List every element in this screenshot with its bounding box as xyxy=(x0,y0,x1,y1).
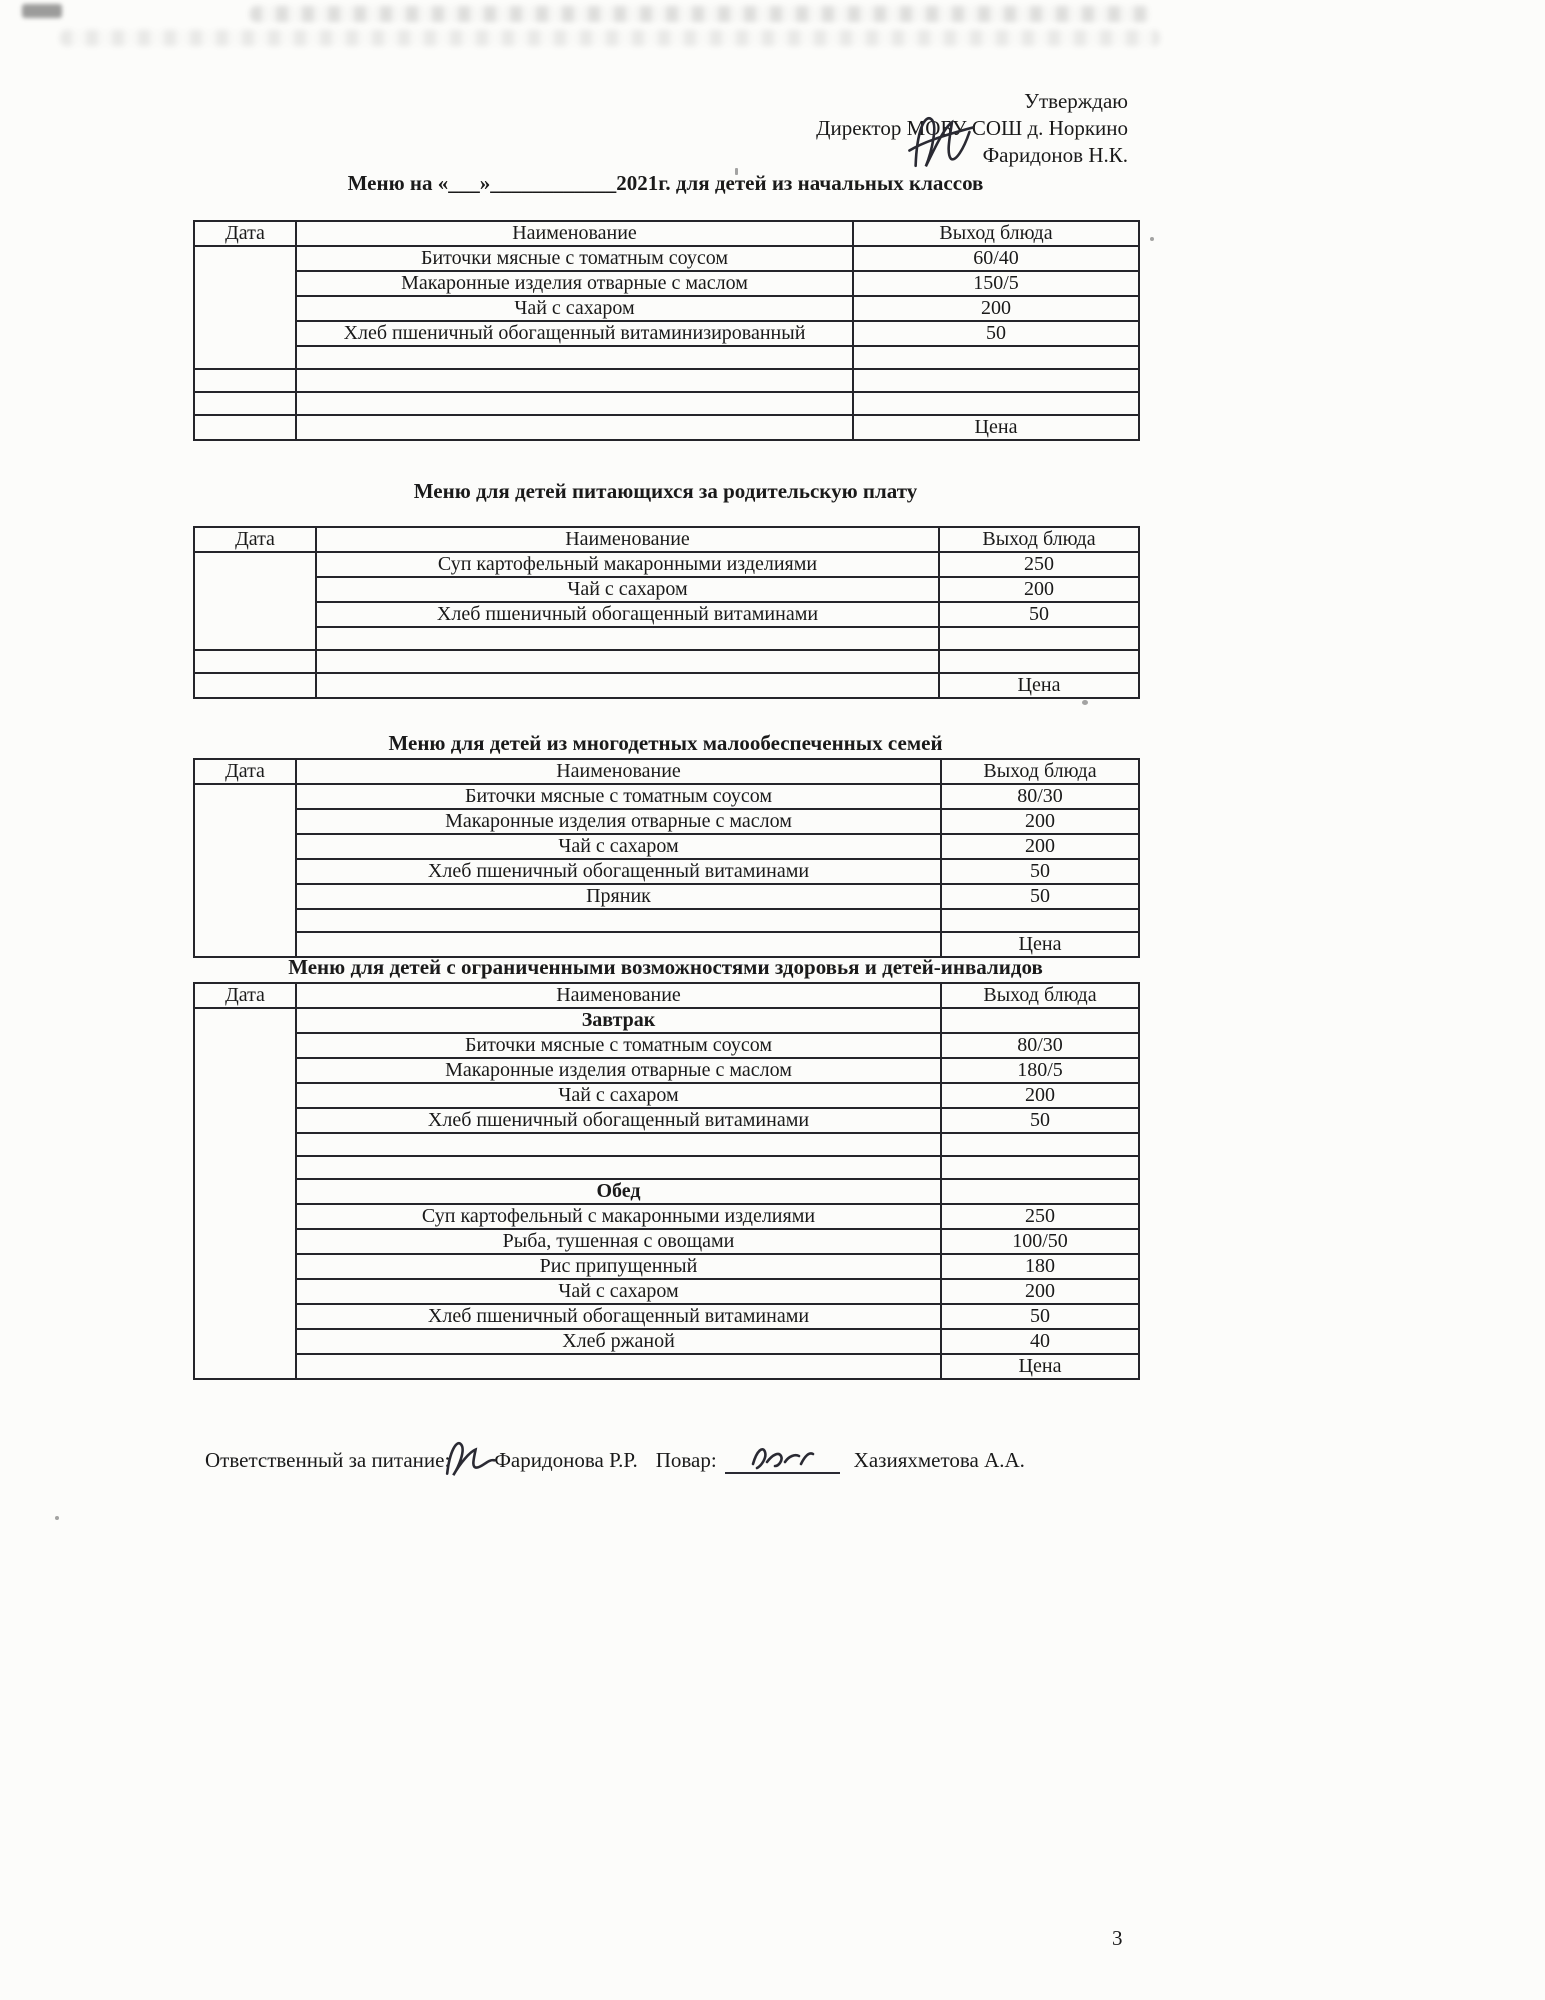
dish-name-cell xyxy=(316,627,939,650)
table-row xyxy=(194,1229,1139,1254)
table-row xyxy=(194,1329,1139,1354)
dish-name-cell: Хлеб пшеничный обогащенный витаминами xyxy=(296,1304,941,1329)
table-row xyxy=(194,392,1139,415)
dish-output-cell xyxy=(941,909,1139,932)
dish-output-cell: Цена xyxy=(941,932,1139,957)
table-row xyxy=(194,246,1139,271)
header-row xyxy=(194,221,1139,246)
table-row xyxy=(194,1354,1139,1379)
dish-name-cell xyxy=(296,1354,941,1379)
dish-name-cell: Хлеб пшеничный обогащенный витаминами xyxy=(296,859,941,884)
menu-table-primary xyxy=(193,220,1140,441)
dish-output-cell xyxy=(941,1133,1139,1156)
table-row xyxy=(194,1179,1139,1204)
column-header: Дата xyxy=(194,759,296,784)
table-row xyxy=(194,552,1139,577)
table-row xyxy=(194,1156,1139,1179)
scan-speck xyxy=(55,1516,59,1520)
responsible-label: Ответственный за питание: xyxy=(205,1448,451,1472)
dish-name-cell: Хлеб пшеничный обогащенный витаминами xyxy=(316,602,939,627)
table-row xyxy=(194,809,1139,834)
menu-table-parent-paid xyxy=(193,526,1140,699)
scan-artifact xyxy=(250,6,1150,22)
table-row xyxy=(194,577,1139,602)
scan-artifact xyxy=(60,30,1160,46)
dish-output-cell xyxy=(853,346,1139,369)
dish-output-cell: 50 xyxy=(941,1108,1139,1133)
dish-output-cell: 150/5 xyxy=(853,271,1139,296)
scan-speck xyxy=(1082,700,1088,705)
date-cell xyxy=(194,415,296,440)
date-cell xyxy=(194,673,316,698)
menu-section-parent-paid xyxy=(193,478,1138,699)
approval-line-1: Утверждаю xyxy=(1024,89,1128,113)
dish-output-cell: 50 xyxy=(941,884,1139,909)
table-row xyxy=(194,1058,1139,1083)
date-cell xyxy=(194,650,316,673)
dish-name-cell: Макаронные изделия отварные с маслом xyxy=(296,809,941,834)
menu-table-disabled-children xyxy=(193,982,1140,1380)
dish-output-cell: 200 xyxy=(941,1279,1139,1304)
dish-name-cell: Чай с сахаром xyxy=(296,1279,941,1304)
column-header: Дата xyxy=(194,221,296,246)
approval-line-3: Фаридонов Н.К. xyxy=(982,143,1128,167)
menu-section-large-families xyxy=(193,730,1138,958)
dish-name-cell: Чай с сахаром xyxy=(316,577,939,602)
column-header: Выход блюда xyxy=(941,759,1139,784)
dish-name-cell: Рис припущенный xyxy=(296,1254,941,1279)
dish-name-cell: Чай с сахаром xyxy=(296,1083,941,1108)
director-signature xyxy=(898,101,984,175)
column-header: Выход блюда xyxy=(853,221,1139,246)
table-row xyxy=(194,1108,1139,1133)
cook-name: Хазияхметова А.А. xyxy=(853,1448,1025,1472)
date-cell xyxy=(194,784,296,957)
dish-name-cell xyxy=(316,673,939,698)
dish-output-cell: 180 xyxy=(941,1254,1139,1279)
column-header: Выход блюда xyxy=(939,527,1139,552)
dish-output-cell: Цена xyxy=(941,1354,1139,1379)
column-header: Выход блюда xyxy=(941,983,1139,1008)
dish-output-cell: 200 xyxy=(941,1083,1139,1108)
dish-name-cell: Чай с сахаром xyxy=(296,834,941,859)
table-row xyxy=(194,602,1139,627)
table-row xyxy=(194,346,1139,369)
table-row xyxy=(194,859,1139,884)
dish-output-cell: 250 xyxy=(939,552,1139,577)
dish-name-cell: Хлеб ржаной xyxy=(296,1329,941,1354)
column-header: Наименование xyxy=(296,759,941,784)
dish-name-cell xyxy=(296,392,853,415)
date-cell xyxy=(194,392,296,415)
table-row xyxy=(194,415,1139,440)
cook-label: Повар: xyxy=(655,1448,717,1472)
dish-name-cell: Хлеб пшеничный обогащенный витаминами xyxy=(296,1108,941,1133)
dish-name-cell xyxy=(296,346,853,369)
column-header: Дата xyxy=(194,983,296,1008)
section-title: Меню на «___»____________2021г. для детей из начальных классов xyxy=(347,171,984,195)
responsible-signature xyxy=(439,1430,502,1482)
dish-name-cell: Макаронные изделия отварные с маслом xyxy=(296,1058,941,1083)
dish-output-cell xyxy=(939,627,1139,650)
dish-output-cell: 200 xyxy=(941,834,1139,859)
approval-line-2: Директор МОБУ СОШ д. Норкино xyxy=(816,116,1128,140)
dish-name-cell: Биточки мясные с томатным соусом xyxy=(296,246,853,271)
dish-output-cell: 80/30 xyxy=(941,1033,1139,1058)
dish-name-cell xyxy=(296,1156,941,1179)
table-row xyxy=(194,271,1139,296)
table-row xyxy=(194,321,1139,346)
dish-name-cell: Пряник xyxy=(296,884,941,909)
cook-signature-blank xyxy=(725,1438,840,1474)
dish-name-cell: Макаронные изделия отварные с маслом xyxy=(296,271,853,296)
dish-output-cell xyxy=(853,369,1139,392)
footer-signature-line xyxy=(205,1438,1025,1474)
approval-block xyxy=(816,88,1128,169)
table-row xyxy=(194,627,1139,650)
dish-output-cell xyxy=(853,392,1139,415)
dish-name-cell: Рыба, тушенная с овощами xyxy=(296,1229,941,1254)
dish-name-cell: Биточки мясные с томатным соусом xyxy=(296,784,941,809)
dish-output-cell: 80/30 xyxy=(941,784,1139,809)
dish-output-cell: 50 xyxy=(941,1304,1139,1329)
dish-name-cell xyxy=(316,650,939,673)
dish-name-cell xyxy=(296,369,853,392)
dish-output-cell xyxy=(941,1179,1139,1204)
dish-output-cell xyxy=(939,650,1139,673)
table-row xyxy=(194,1254,1139,1279)
column-header: Наименование xyxy=(296,983,941,1008)
table-row xyxy=(194,296,1139,321)
table-row xyxy=(194,1279,1139,1304)
column-header: Дата xyxy=(194,527,316,552)
dish-name-cell: Суп картофельный макаронными изделиями xyxy=(316,552,939,577)
dish-name-cell: Хлеб пшеничный обогащенный витаминизированный xyxy=(296,321,853,346)
dish-name-cell xyxy=(296,909,941,932)
page-number: 3 xyxy=(1112,1926,1123,1950)
dish-name-cell: Суп картофельный с макаронными изделиями xyxy=(296,1204,941,1229)
column-header: Наименование xyxy=(296,221,853,246)
section-title: Меню для детей с ограниченными возможностями здоровья и детей-инвалидов xyxy=(288,955,1043,979)
responsible-name: Фаридонова Р.Р. xyxy=(494,1448,638,1472)
table-row xyxy=(194,673,1139,698)
menu-table-large-families xyxy=(193,758,1140,958)
header-row xyxy=(194,527,1139,552)
table-row xyxy=(194,1133,1139,1156)
table-row xyxy=(194,784,1139,809)
table-row xyxy=(194,1008,1139,1033)
table-row xyxy=(194,834,1139,859)
dish-name-cell: Биточки мясные с томатным соусом xyxy=(296,1033,941,1058)
date-cell xyxy=(194,1008,296,1379)
date-cell xyxy=(194,552,316,650)
dish-output-cell: 50 xyxy=(853,321,1139,346)
table-row xyxy=(194,650,1139,673)
dish-output-cell xyxy=(941,1156,1139,1179)
table-row xyxy=(194,369,1139,392)
dish-output-cell: 180/5 xyxy=(941,1058,1139,1083)
scan-artifact xyxy=(22,4,62,18)
dish-output-cell xyxy=(941,1008,1139,1033)
dish-output-cell: 50 xyxy=(941,859,1139,884)
meal-section-cell: Завтрак xyxy=(296,1008,941,1033)
table-row xyxy=(194,1204,1139,1229)
section-title: Меню для детей питающихся за родительскую плату xyxy=(413,479,918,503)
dish-name-cell xyxy=(296,1133,941,1156)
dish-name-cell xyxy=(296,415,853,440)
table-row xyxy=(194,1083,1139,1108)
header-row xyxy=(194,759,1139,784)
dish-output-cell: 100/50 xyxy=(941,1229,1139,1254)
scan-speck xyxy=(1150,237,1154,241)
menu-section-disabled-children xyxy=(193,954,1138,1380)
dish-output-cell: Цена xyxy=(853,415,1139,440)
dish-name-cell: Чай с сахаром xyxy=(296,296,853,321)
table-row xyxy=(194,1033,1139,1058)
dish-output-cell: 60/40 xyxy=(853,246,1139,271)
date-cell xyxy=(194,369,296,392)
section-title: Меню для детей из многодетных малообеспеченных семей xyxy=(388,731,943,755)
dish-output-cell: 40 xyxy=(941,1329,1139,1354)
dish-output-cell: 200 xyxy=(939,577,1139,602)
menu-section-primary-classes xyxy=(193,170,1138,441)
table-row xyxy=(194,884,1139,909)
table-row xyxy=(194,909,1139,932)
date-cell xyxy=(194,246,296,369)
header-row xyxy=(194,983,1139,1008)
dish-output-cell: Цена xyxy=(939,673,1139,698)
meal-section-cell: Обед xyxy=(296,1179,941,1204)
dish-output-cell: 250 xyxy=(941,1204,1139,1229)
cook-signature xyxy=(747,1438,817,1472)
dish-output-cell: 200 xyxy=(941,809,1139,834)
dish-output-cell: 50 xyxy=(939,602,1139,627)
table-row xyxy=(194,1304,1139,1329)
column-header: Наименование xyxy=(316,527,939,552)
dish-output-cell: 200 xyxy=(853,296,1139,321)
